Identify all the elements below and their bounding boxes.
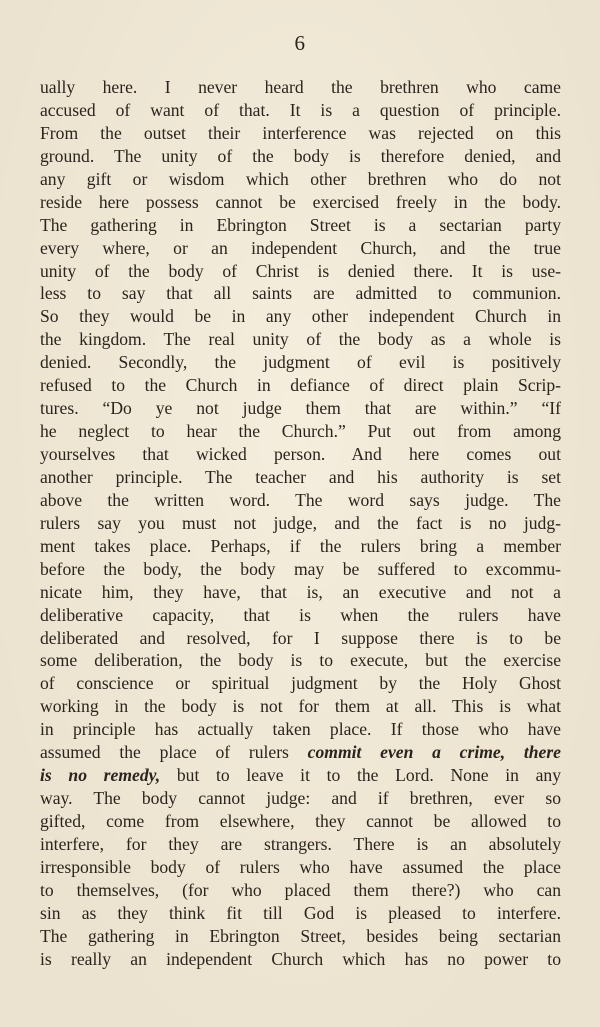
text-line: before the body, the body may be suffered to excommu- xyxy=(40,558,561,579)
text-span: assumed the place of rulers xyxy=(40,742,308,763)
text-line: The gathering in Ebrington Street, besides being sectarian xyxy=(40,925,561,946)
text-line: unity of the body of Christ is denied there. It is use- xyxy=(40,260,561,281)
text-line: irresponsible body of rulers who have assumed the place xyxy=(40,856,561,877)
body-text xyxy=(40,76,561,971)
text-line: yourselves that wicked person. And here comes out xyxy=(40,444,561,464)
text-line: accused of want of that. It is a question of principle. xyxy=(40,99,561,120)
text-line: interfere, for they are strangers. There is an absolutely xyxy=(40,833,561,854)
text-line: refused to the Church in defiance of direct plain Scrip- xyxy=(40,375,561,396)
text-line: less to say that all saints are admitted to communion. xyxy=(40,283,561,304)
text-line: nicate him, they have, that is, an executive and not a xyxy=(40,581,561,602)
text-line: deliberated and resolved, for I suppose there is to be xyxy=(40,627,561,648)
text-line: So they would be in any other independent Church in xyxy=(40,306,561,327)
text-line-with-emphasis xyxy=(40,764,561,787)
text-line: another principle. The teacher and his authority is set xyxy=(40,466,561,487)
text-line: is really an independent Church which has no power to xyxy=(40,948,561,969)
text-line: to themselves, (for who placed them there?) who can xyxy=(40,879,561,900)
text-line: some deliberation, the body is to execute, but the exercise xyxy=(40,650,561,671)
text-line: ually here. I never heard the brethren who came xyxy=(40,77,561,97)
text-line: he neglect to hear the Church.” Put out from among xyxy=(40,421,561,442)
page-number: 6 xyxy=(294,31,306,55)
text-line: the kingdom. The real unity of the body as a whole is xyxy=(40,329,561,350)
text-line: above the written word. The word says judge. The xyxy=(40,489,561,510)
text-line-with-emphasis xyxy=(40,741,561,764)
text-line: ground. The unity of the body is therefore denied, and xyxy=(40,145,561,166)
text-line: of conscience or spiritual judgment by the Holy Ghost xyxy=(40,673,561,694)
text-line: From the outset their interference was rejected on this xyxy=(40,122,561,143)
text-line: The gathering in Ebrington Street is a sectarian party xyxy=(40,214,561,235)
text-line: reside here possess cannot be exercised freely in the body. xyxy=(40,191,561,212)
text-line: sin as they think fit till God is pleased to interfere. xyxy=(40,902,561,923)
text-line: in principle has actually taken place. If those who have xyxy=(40,719,561,740)
text-line: denied. Secondly, the judgment of evil is positively xyxy=(40,352,561,373)
text-span: but to leave it to the Lord. None in any xyxy=(160,765,561,786)
text-line: every where, or an independent Church, and the true xyxy=(40,237,561,258)
text-line: way. The body cannot judge: and if brethren, ever so xyxy=(40,788,561,809)
text-line: rulers say you must not judge, and the fact is no judg- xyxy=(40,512,561,533)
text-line: ment takes place. Perhaps, if the rulers bring a member xyxy=(40,535,561,556)
text-line: tures. “Do ye not judge them that are within.” “If xyxy=(40,398,561,419)
emphasized-text: commit even a crime, there xyxy=(307,742,561,763)
text-line: deliberative capacity, that is when the rulers have xyxy=(40,604,561,625)
text-line: gifted, come from elsewhere, they cannot be allowed to xyxy=(40,811,561,831)
emphasized-text: is no remedy, xyxy=(40,765,161,786)
text-line: any gift or wisdom which other brethren who do not xyxy=(40,168,561,189)
text-line: working in the body is not for them at all. This is what xyxy=(40,696,561,717)
